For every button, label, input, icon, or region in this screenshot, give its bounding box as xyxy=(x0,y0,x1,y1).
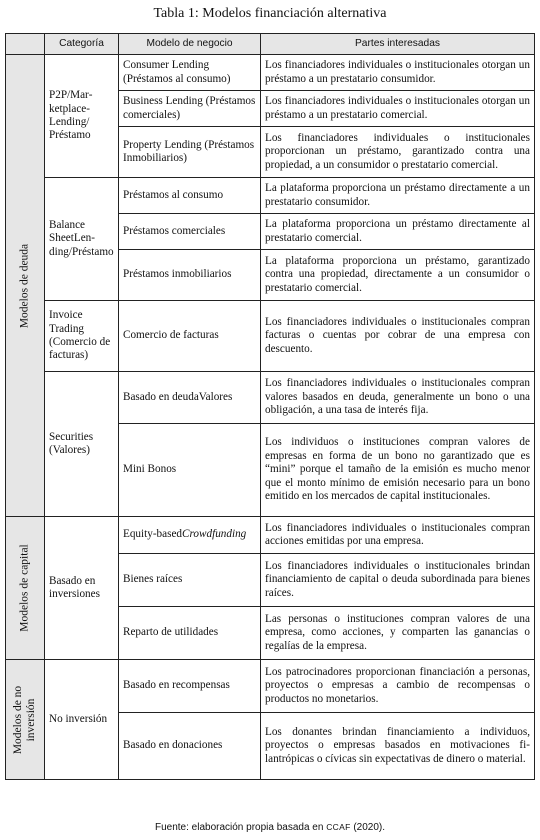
business-model-cell: Basado en recompensas xyxy=(119,660,261,713)
source-suffix: (2020). xyxy=(350,822,386,833)
business-model-cell: Bienes raíces xyxy=(119,554,261,607)
table-row xyxy=(6,660,535,713)
stakeholders-cell: Los individuos o instituciones compran valores de empresas en forma de un bono no garantizado que es “mini” porque el tamaño de la emisión es mucho menor que el monto mínimo de emisión necesario para un bono emitido en los mercados de capital institucionales. xyxy=(261,424,535,517)
business-model-cell: Basado en donaciones xyxy=(119,713,261,780)
group-debt xyxy=(6,55,45,517)
source-org: CCAF xyxy=(326,822,351,832)
business-model-cell: Préstamos comerciales xyxy=(119,214,261,250)
category-p2p: P2P/Marketplace-Lending/ Préstamo xyxy=(45,55,119,178)
business-model-cell: Basado en deudaValores xyxy=(119,372,261,424)
table-row xyxy=(6,55,535,91)
group-non-investment-label xyxy=(12,685,38,753)
source-note xyxy=(0,822,540,833)
stakeholders-cell: Los financiadores individuales o institucionales brindan financiamiento de capital o deuda subordinada para bienes raíces. xyxy=(261,554,535,607)
stakeholders-cell: Los financiadores individuales o institucionales compran valores basados en deuda, generalmente un bono o una obligación, a una tasa de interés fija. xyxy=(261,372,535,424)
group-non-investment-line2: inversión xyxy=(25,698,37,741)
business-model-cell: Property Lending (Préstamos Inmobiliarios) xyxy=(119,127,261,178)
table-row xyxy=(6,178,535,214)
business-model-cell: Comercio de facturas xyxy=(119,301,261,372)
group-debt-label: Modelos de deuda xyxy=(18,243,31,328)
business-model-cell: Préstamos al consumo xyxy=(119,178,261,214)
stakeholders-cell: Los financiadores individuales o institucionales compran acciones emitidas por una empresa. xyxy=(261,517,535,554)
header-category: Categoría xyxy=(45,34,119,55)
group-non-investment-line1: Modelos de no xyxy=(12,685,24,754)
source-prefix: Fuente: elaboración propia basada en xyxy=(154,822,327,833)
equity-based-text: Equity-based xyxy=(123,528,183,541)
header-stakeholders: Partes interesadas xyxy=(261,34,535,55)
stakeholders-cell: Las personas o instituciones compran valores de una empresa, como acciones, y comparten las ganancias o regalías de la empresa. xyxy=(261,607,535,660)
business-model-cell xyxy=(119,517,261,554)
stakeholders-cell: Los patrocinadores proporcionan financiación a personas, proyectos o empresas a cambio de recompensas o productos no monetarios. xyxy=(261,660,535,713)
category-balance-sheet: Balance SheetLending/Préstamo xyxy=(45,178,119,301)
business-model-cell: Mini Bonos xyxy=(119,424,261,517)
category-non-investment: No inversión xyxy=(45,660,119,780)
stakeholders-cell: La plataforma proporciona un préstamo, garantizado contra una propiedad, directamente a un consumidor o prestatario comercial. xyxy=(261,250,535,301)
group-capital-label: Modelos de capital xyxy=(18,544,31,632)
header-business-model: Modelo de negocio xyxy=(119,34,261,55)
stakeholders-cell: Los financiadores individuales o institucionales proporcionan un préstamo, garantizado contra una propiedad, a un consumidor o prestatario comercial. xyxy=(261,127,535,178)
stakeholders-cell: Los financiadores individuales o institucionales otorgan un préstamo a un prestatario comercial. xyxy=(261,91,535,127)
business-model-cell: Business Lending (Préstamos comerciales) xyxy=(119,91,261,127)
table-title: Tabla 1: Modelos financiación alternativa xyxy=(153,6,387,21)
stakeholders-cell: Los financiadores individuales o institucionales otorgan un préstamo a un prestatario consumidor. xyxy=(261,55,535,91)
crowdfunding-text: Crowdfunding xyxy=(182,528,247,541)
table-row xyxy=(6,517,535,554)
stakeholders-cell: Los financiadores individuales o institucionales compran facturas o cuentas por cobrar de una empresa con descuento. xyxy=(261,301,535,372)
business-model-cell: Reparto de utilidades xyxy=(119,607,261,660)
table-row xyxy=(6,301,535,372)
category-investment-based: Basado en inversiones xyxy=(45,517,119,660)
group-non-investment xyxy=(6,660,45,780)
table-row xyxy=(6,372,535,424)
stakeholders-cell: Los donantes brindan financiamiento a individuos, proyectos o empresas basados en motivaciones filantrópicas o cívicas sin expectativas de dinero o material. xyxy=(261,713,535,780)
header-blank xyxy=(6,34,45,55)
business-model-cell: Préstamos inmobiliarios xyxy=(119,250,261,301)
category-invoice-trading: Invoice Trading (Comercio de facturas) xyxy=(45,301,119,372)
header-row xyxy=(6,34,535,55)
category-securities: Securities (Valores) xyxy=(45,372,119,517)
business-model-cell: Consumer Lending (Préstamos al consumo) xyxy=(119,55,261,91)
group-capital xyxy=(6,517,45,660)
stakeholders-cell: La plataforma proporciona un préstamo directamente al prestatario comercial. xyxy=(261,214,535,250)
stakeholders-cell: La plataforma proporciona un préstamo directamente a un prestatario consumidor. xyxy=(261,178,535,214)
financing-models-table xyxy=(5,33,535,780)
